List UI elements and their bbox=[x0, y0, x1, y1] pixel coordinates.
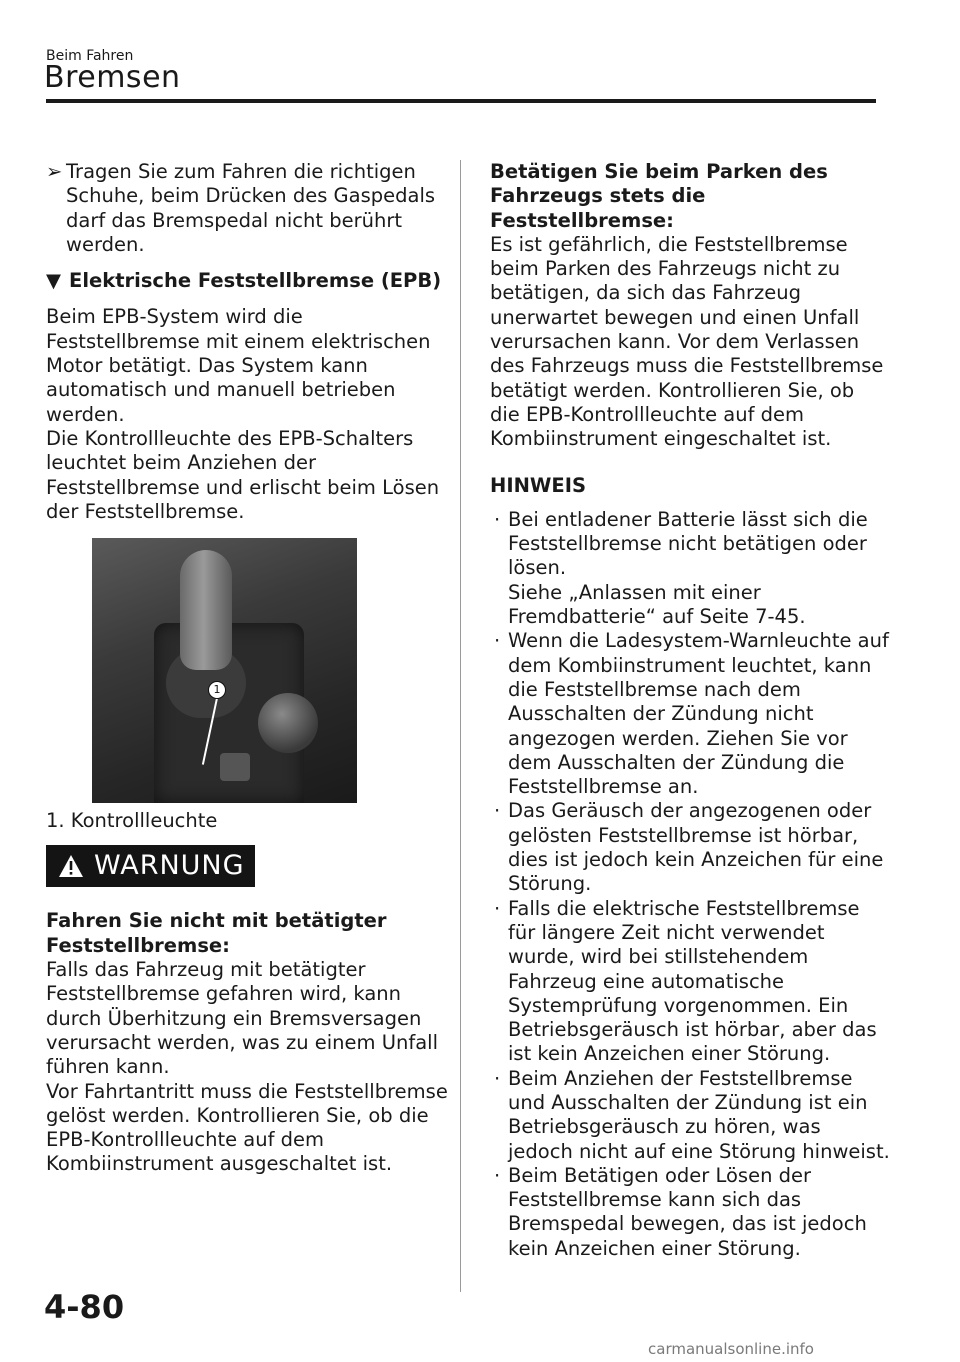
left-column bbox=[46, 160, 451, 1177]
list-item-subtext: Siehe „Anlassen mit einer Fremdbatterie“ auf Seite 7-45. bbox=[508, 580, 806, 629]
epb-switch-shape bbox=[220, 753, 250, 781]
parking-heading: Betätigen Sie beim Parken des Fahrzeugs stets die Feststellbremse: bbox=[490, 160, 828, 232]
section-label: Beim Fahren bbox=[46, 48, 134, 64]
arrow-bullet-icon: ➢ bbox=[46, 160, 63, 183]
warning-text-1: Falls das Fahrzeug mit betätigter Feststellbremse gefahren wird, kann durch Überhitzung ein Bremsversagen verursacht werden, was zu einem Unfall führen kann. bbox=[46, 958, 439, 1079]
epb-switch-photo bbox=[92, 538, 357, 803]
triangle-down-icon: ▼ bbox=[46, 269, 61, 293]
list-item-text: Bei entladener Batterie lässt sich die Feststellbremse nicht betätigen oder lösen. bbox=[508, 507, 868, 580]
bullet-dot-icon: · bbox=[494, 629, 501, 653]
commander-knob-shape bbox=[258, 693, 318, 753]
epb-heading bbox=[46, 269, 451, 293]
bullet-dot-icon: · bbox=[494, 1066, 501, 1090]
figure-caption: 1. Kontrollleuchte bbox=[46, 809, 218, 833]
epb-paragraph-1: Beim EPB-System wird die Feststellbremse mit einem elektrischen Motor betätigt. Das System kann automatisch und manuell betrieben werden. bbox=[46, 305, 431, 426]
shift-lever-shape bbox=[180, 550, 232, 670]
list-item bbox=[490, 508, 890, 629]
list-item-text: Das Geräusch der angezogenen oder gelösten Feststellbremse ist hörbar, dies ist jedoch kein Anzeichen für eine Störung. bbox=[508, 799, 884, 896]
epb-paragraph-2: Die Kontrollleuchte des EPB-Schalters leuchtet beim Anziehen der Feststellbremse und erlischt beim Lösen der Feststellbremse. bbox=[46, 426, 440, 523]
page-number: 4-80 bbox=[44, 1288, 125, 1326]
right-column bbox=[490, 160, 890, 1261]
column-divider bbox=[460, 160, 461, 1292]
note-heading: HINWEIS bbox=[490, 473, 587, 497]
list-item-text: Beim Anziehen der Feststellbremse und Ausschalten der Zündung ist ein Betriebsgeräusch zu hören, was jedoch nicht auf eine Störung hinweist. bbox=[508, 1066, 890, 1163]
list-item bbox=[490, 897, 890, 1067]
list-item bbox=[490, 1067, 890, 1164]
warning-banner bbox=[46, 845, 255, 887]
callout-number: 1 bbox=[208, 681, 226, 699]
epb-heading-text: Elektrische Feststellbremse (EPB) bbox=[69, 269, 442, 293]
bullet-dot-icon: · bbox=[494, 799, 501, 823]
tip-item bbox=[46, 160, 451, 257]
list-item-text: Wenn die Ladesystem-Warnleuchte auf dem Kombiinstrument leuchtet, kann die Feststellbremse nach dem Ausschalten der Zündung nicht angezogen werden. Ziehen Sie vor dem Ausschalten der Zündung die Feststellbremse an. bbox=[508, 629, 889, 799]
warning-label: WARNUNG bbox=[94, 850, 245, 882]
warning-heading: Fahren Sie nicht mit betätigter Feststellbremse: bbox=[46, 909, 387, 957]
list-item-text: Falls die elektrische Feststellbremse für längere Zeit nicht verwendet wurde, wird bei stillstehendem Fahrzeug eine automatische Systemprüfung vorgenommen. Ein Betriebsgeräusch ist hörbar, aber das ist kein Anzeichen einer Störung. bbox=[508, 896, 877, 1066]
bullet-dot-icon: · bbox=[494, 896, 501, 920]
header-rule bbox=[46, 99, 876, 103]
note-list bbox=[490, 508, 890, 1261]
warning-text-2: Vor Fahrtantritt muss die Feststellbremse gelöst werden. Kontrollieren Sie, ob die EPB-Kontrollleuchte auf dem Kombiinstrument ausgeschaltet ist. bbox=[46, 1079, 448, 1176]
warning-triangle-icon bbox=[58, 854, 84, 878]
list-item bbox=[490, 799, 890, 896]
list-item bbox=[490, 629, 890, 799]
tip-text: Tragen Sie zum Fahren die richtigen Schuhe, beim Drücken des Gaspedals darf das Bremspedal nicht berührt werden. bbox=[66, 160, 436, 256]
page-title: Bremsen bbox=[44, 60, 181, 95]
watermark: carmanualsonline.info bbox=[648, 1340, 814, 1358]
list-item-text: Beim Betätigen oder Lösen der Feststellbremse kann sich das Bremspedal bewegen, das ist jedoch kein Anzeichen einer Störung. bbox=[508, 1163, 867, 1260]
bullet-dot-icon: · bbox=[494, 1163, 501, 1187]
parking-text: Es ist gefährlich, die Feststellbremse beim Parken des Fahrzeugs nicht zu betätigen, da sich das Fahrzeug unerwartet bewegen und einen Unfall verursachen kann. Vor dem Verlassen des Fahrzeugs muss die Feststellbremse betätigt werden. Kontrollieren Sie, ob die EPB-Kontrollleuchte auf dem Kombiinstrument eingeschaltet ist. bbox=[490, 232, 884, 451]
bullet-dot-icon: · bbox=[494, 507, 501, 531]
list-item bbox=[490, 1164, 890, 1261]
